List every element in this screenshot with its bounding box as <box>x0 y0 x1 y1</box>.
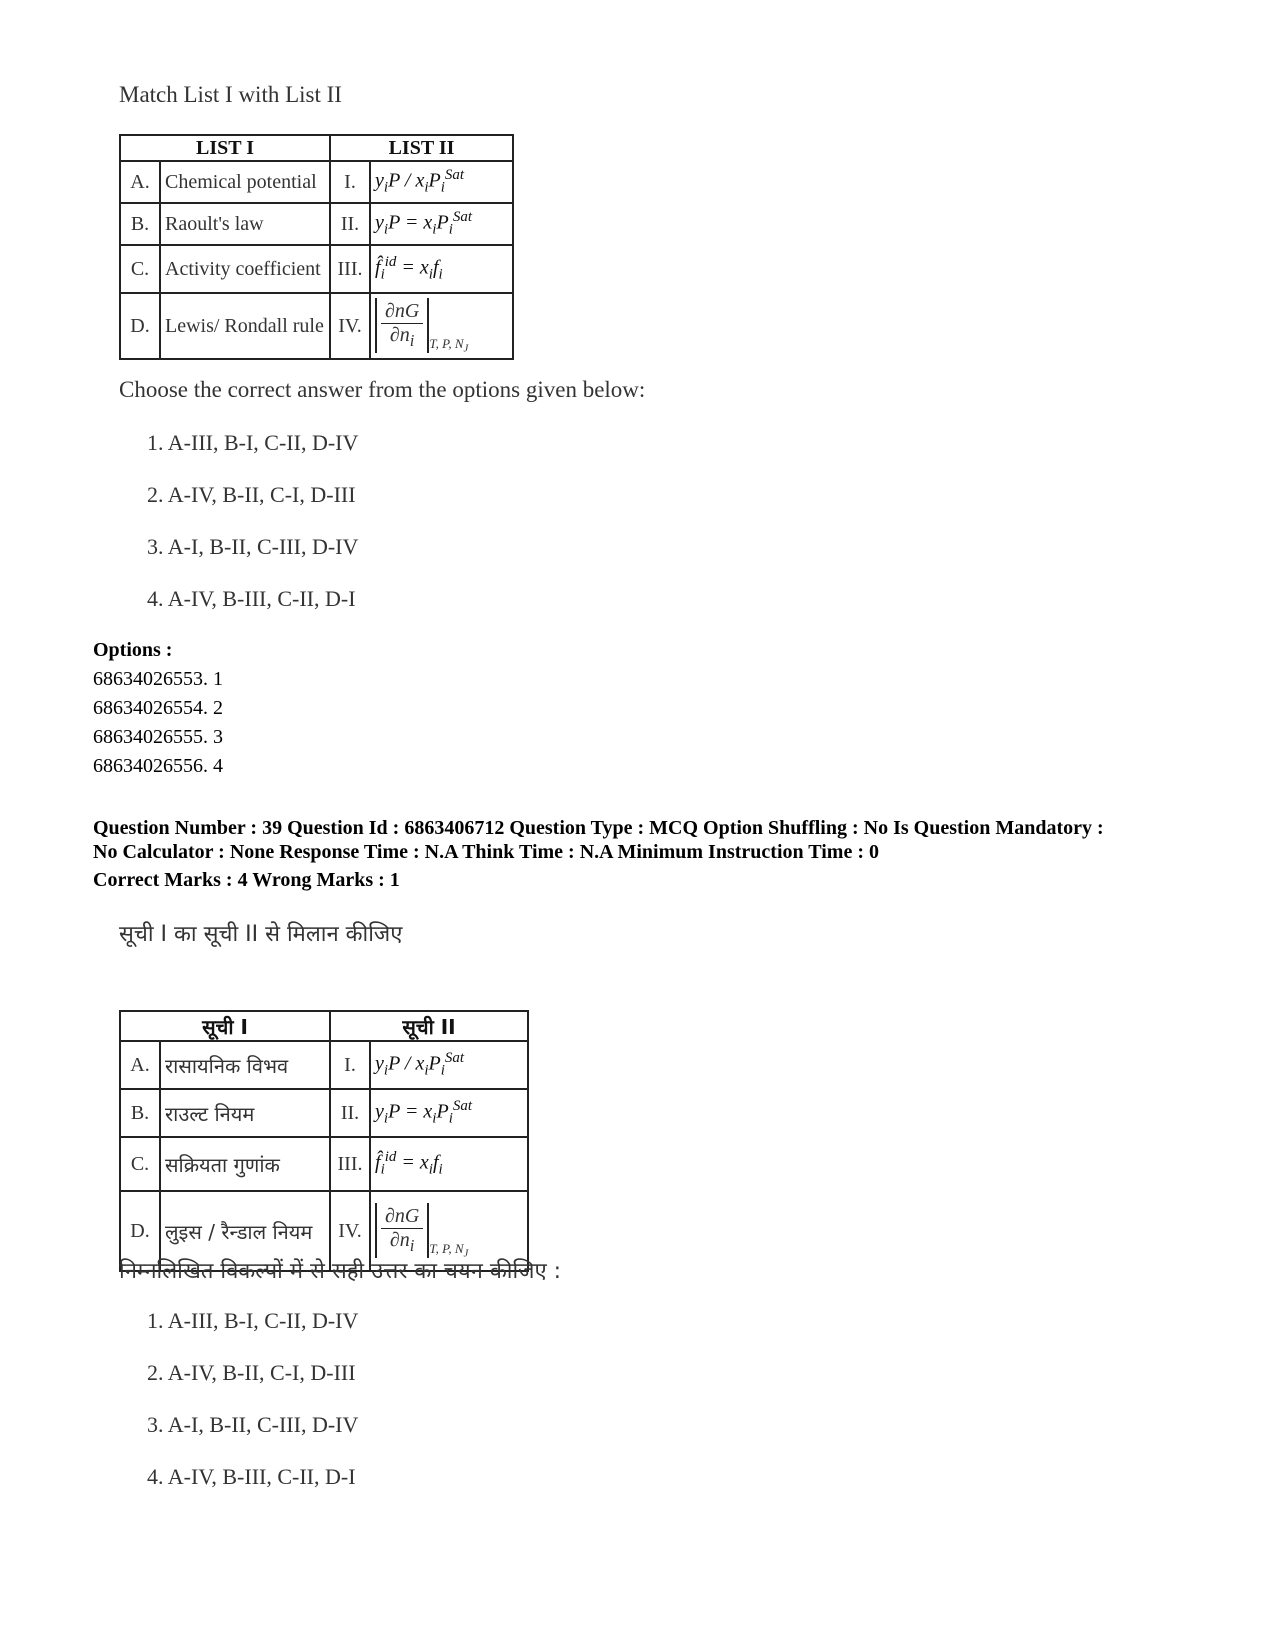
list-i-item: रासायनिक विभव <box>160 1041 330 1089</box>
formula-raoult: $y_iP = x_iP_i^{Sat}$ <box>370 203 513 245</box>
formula-fugacity: $f̂_i^{id} = x_if_i$ <box>370 245 513 293</box>
answer-choice: 2. A-IV, B-II, C-I, D-III <box>147 482 356 507</box>
choose-instruction: Choose the correct answer from the options given below: <box>119 377 646 402</box>
formula-ratio: $y_iP / x_iP_i^{Sat}$ <box>370 1041 528 1089</box>
list-ii-header: LIST II <box>330 135 513 161</box>
row-roman: III. <box>330 1137 370 1191</box>
list-i-item: सक्रियता गुणांक <box>160 1137 330 1191</box>
formula-partial-derivative: $\frac{\partial nG}{\partial n_i}$ $_{T, P, N_J}$ <box>370 293 513 359</box>
list-i-item: राउल्ट नियम <box>160 1089 330 1137</box>
formula-fugacity: $f̂_i^{id} = x_if_i$ <box>370 1137 528 1191</box>
list-i-item: Chemical potential <box>160 161 330 203</box>
question-meta-line: Question Number : 39 Question Id : 6863406712 Question Type : MCQ Option Shuffling : No Is Question Mandatory : <box>93 817 1104 839</box>
answer-choice: 1. A-III, B-I, C-II, D-IV <box>147 430 359 455</box>
formula-partial-derivative: $\frac{\partial nG}{\partial n_i}$ $_{T, P, N_J}$ <box>370 1191 528 1271</box>
row-letter: C. <box>120 1137 160 1191</box>
row-letter: A. <box>120 1041 160 1089</box>
row-letter: C. <box>120 245 160 293</box>
choose-instruction-hindi: निम्नलिखित विकल्पों में से सही उत्तर का चयन कीजिए : <box>119 1259 562 1284</box>
row-letter: D. <box>120 1191 160 1271</box>
row-letter: B. <box>120 1089 160 1137</box>
list-i-item: Raoult's law <box>160 203 330 245</box>
list-i-item: Lewis/ Rondall rule <box>160 293 330 359</box>
row-roman: I. <box>330 1041 370 1089</box>
question-prompt-hindi: सूची I का सूची II से मिलान कीजिए <box>119 922 403 947</box>
row-roman: IV. <box>330 1191 370 1271</box>
row-letter: B. <box>120 203 160 245</box>
list-i-header: LIST I <box>120 135 330 161</box>
list-i-header: सूची I <box>120 1011 330 1041</box>
row-roman: IV. <box>330 293 370 359</box>
formula-ratio: $y_iP / x_iP_i^{Sat}$ <box>370 161 513 203</box>
row-letter: A. <box>120 161 160 203</box>
option-id: 68634026556. 4 <box>93 755 223 777</box>
answer-choice: 4. A-IV, B-III, C-II, D-I <box>147 1464 356 1489</box>
options-heading: Options : <box>93 639 173 661</box>
list-i-item: Activity coefficient <box>160 245 330 293</box>
answer-choice: 1. A-III, B-I, C-II, D-IV <box>147 1308 359 1333</box>
option-id: 68634026553. 1 <box>93 668 223 690</box>
question-marks: Correct Marks : 4 Wrong Marks : 1 <box>93 869 400 891</box>
answer-choice: 4. A-IV, B-III, C-II, D-I <box>147 586 356 611</box>
list-i-item: लुइस / रैन्डाल नियम <box>160 1191 330 1271</box>
row-roman: III. <box>330 245 370 293</box>
option-id: 68634026554. 2 <box>93 697 223 719</box>
match-table <box>119 134 514 360</box>
row-letter: D. <box>120 293 160 359</box>
match-table-hindi <box>119 1010 529 1272</box>
row-roman: I. <box>330 161 370 203</box>
answer-choice: 3. A-I, B-II, C-III, D-IV <box>147 534 359 559</box>
formula-raoult: $y_iP = x_iP_i^{Sat}$ <box>370 1089 528 1137</box>
option-id: 68634026555. 3 <box>93 726 223 748</box>
answer-choice: 2. A-IV, B-II, C-I, D-III <box>147 1360 356 1385</box>
list-ii-header: सूची II <box>330 1011 528 1041</box>
row-roman: II. <box>330 203 370 245</box>
row-roman: II. <box>330 1089 370 1137</box>
question-meta-line: No Calculator : None Response Time : N.A Think Time : N.A Minimum Instruction Time : 0 <box>93 841 879 863</box>
answer-choice: 3. A-I, B-II, C-III, D-IV <box>147 1412 359 1437</box>
question-prompt: Match List I with List II <box>119 82 342 107</box>
